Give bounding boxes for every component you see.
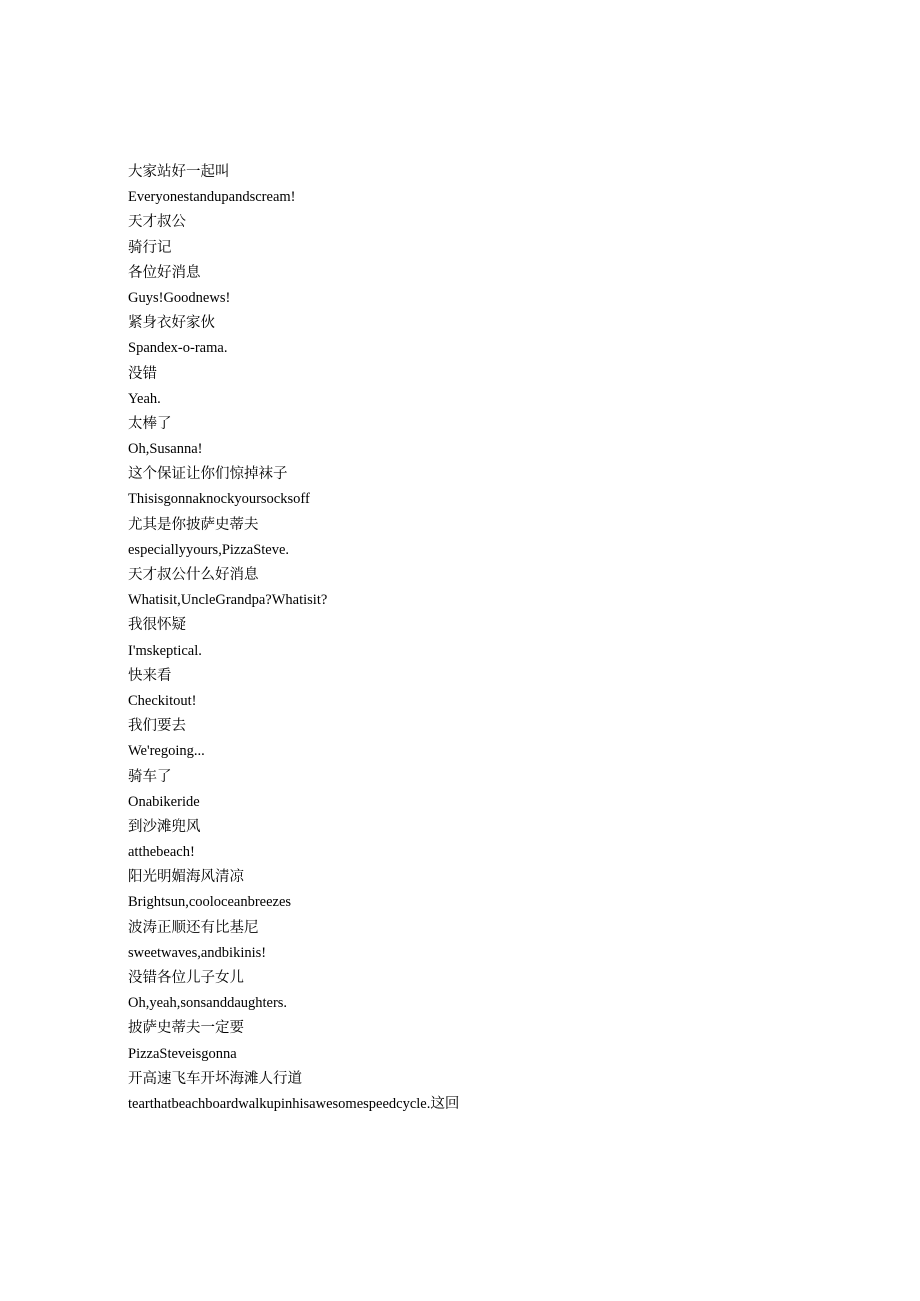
english-line: Brightsun,cooloceanbreezes (128, 894, 292, 911)
chinese-line: 波涛正顺还有比基尼 (128, 919, 259, 936)
english-line: Oh,Susanna! (128, 441, 203, 458)
chinese-line: 快来看 (128, 667, 172, 684)
chinese-line: 我很怀疑 (128, 617, 186, 634)
chinese-line: 没错 (128, 365, 157, 382)
english-line: Oh,yeah,sonsanddaughters. (128, 995, 288, 1012)
chinese-line: 紧身衣好家伙 (128, 315, 215, 332)
subtitle-lines (128, 160, 828, 1117)
chinese-line: 这个保证让你们惊掉袜子 (128, 466, 288, 483)
chinese-line: 到沙滩兜风 (128, 818, 201, 835)
english-line: atthebeach! (128, 844, 195, 861)
english-line: Spandex-o-rama. (128, 340, 228, 357)
english-line: We'regoing... (128, 743, 205, 760)
chinese-line: 天才叔公什么好消息 (128, 567, 259, 583)
chinese-line: 开高速飞车开坏海滩人行道 (128, 1070, 302, 1087)
english-line: I'mskeptical. (128, 642, 202, 659)
english-line: Everyonestandupandscream! (128, 189, 296, 206)
english-line: sweetwaves,andbikinis! (128, 944, 267, 961)
chinese-line: 各位好消息 (128, 264, 201, 281)
english-line: PizzaSteveisgonna (128, 1045, 237, 1062)
english-line: Checkitout! (128, 692, 197, 709)
chinese-line: 天才叔公 (128, 214, 186, 231)
english-line: Guys!Goodnews! (128, 289, 231, 306)
chinese-line: 太棒了 (128, 415, 172, 432)
english-line: Yeah. (128, 390, 161, 407)
chinese-line: 我们要去 (128, 718, 186, 735)
english-line: Thisisgonnaknockyoursocksoff (128, 491, 310, 508)
chinese-line: 阳光明媚海风清凉 (128, 869, 244, 886)
english-line: Whatisit,UncleGrandpa?Whatisit? (128, 592, 328, 609)
english-line: tearthatbeachboardwalkupinhisawesomespeedcycle.这回 (128, 1095, 460, 1112)
chinese-line: 骑行记 (128, 239, 172, 256)
chinese-line: 骑车了 (128, 768, 172, 785)
english-line: especiallyyours,PizzaSteve. (128, 541, 290, 558)
chinese-line: 披萨史蒂夫一定要 (128, 1020, 244, 1037)
chinese-line: 大家站好一起叫 (128, 164, 230, 180)
chinese-line: 没错各位儿子女儿 (128, 970, 244, 986)
english-line: Onabikeride (128, 793, 200, 810)
chinese-line: 尤其是你披萨史蒂夫 (128, 516, 259, 533)
